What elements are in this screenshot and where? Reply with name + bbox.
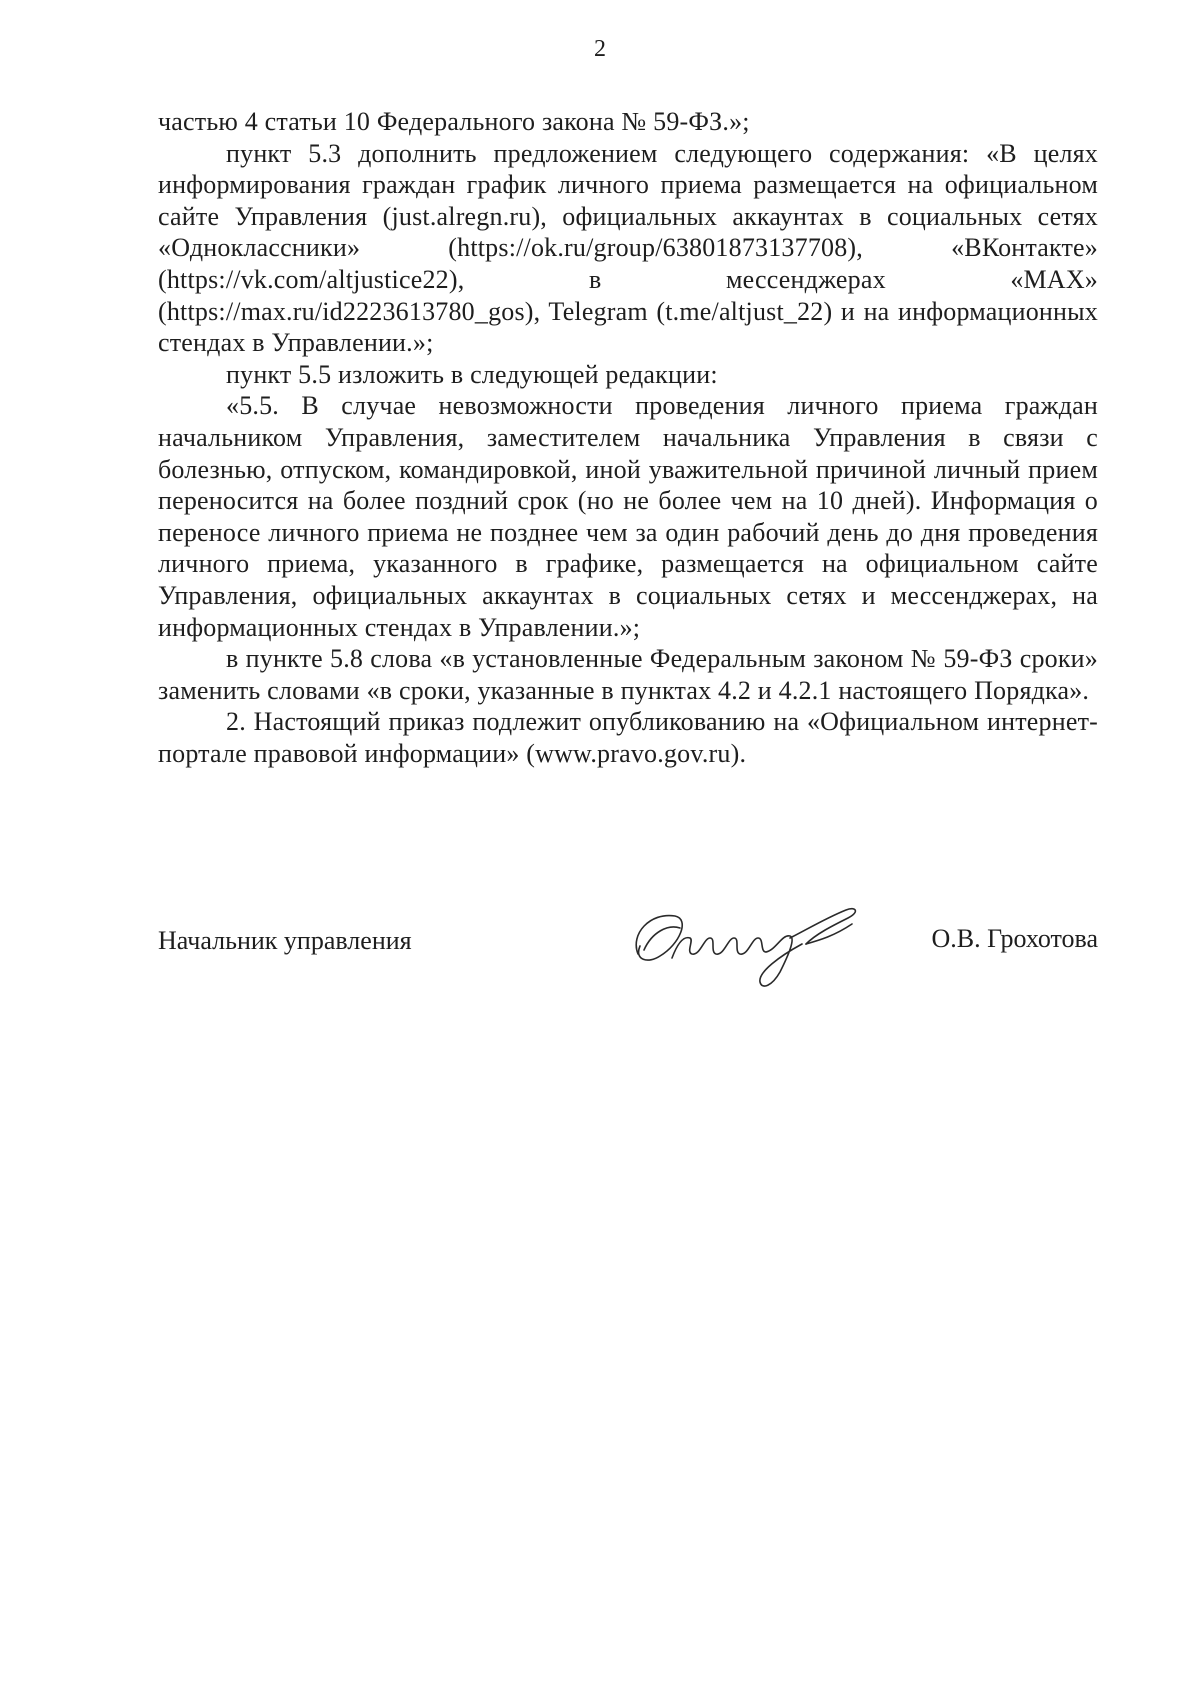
- document-body: [158, 106, 1098, 769]
- paragraph: частью 4 статьи 10 Федерального закона № 59-ФЗ.»;: [158, 107, 750, 136]
- paragraph: 2. Настоящий приказ подлежит опубликованию на «Официальном интернет-портале правовой информации» (www.pravo.gov.ru).: [158, 707, 1098, 768]
- paragraph: «5.5. В случае невозможности проведения личного приема граждан начальником Управления, заместителем начальника Управления в связи с болезнью, отпуском, командировкой, иной уважительной причиной личный прием переносится на более поздний срок (но не более чем на 10 дней). Информация о переносе личного приема не позднее чем за один рабочий день до дня проведения личного приема, указанного в графике, размещается на официальном сайте Управления, официальных аккаунтах в социальных сетях и мессенджерах, на информационных стендах в Управлении.»;: [158, 391, 1098, 642]
- signatory-position: Начальник управления: [158, 926, 412, 955]
- paragraph: в пункте 5.8 слова «в установленные Федеральным законом № 59-ФЗ сроки» заменить словами «в сроки, указанные в пунктах 4.2 и 4.2.1 настоящего Порядка».: [158, 644, 1098, 705]
- signature-block: [158, 902, 1098, 982]
- handwritten-signature: [620, 894, 870, 994]
- paragraph: пункт 5.5 изложить в следующей редакции:: [226, 359, 718, 389]
- signatory-name: О.В. Грохотова: [931, 924, 1098, 953]
- page-number: 2: [594, 36, 606, 62]
- paragraph: пункт 5.3 дополнить предложением следующего содержания: «В целях информирования граждан график личного приема размещается на официальном сайте Управления (just.alregn.ru), официальных аккаунтах в социальных сетях «Одноклассники» (https://ok.ru/group/63801873137708), «ВКонтакте» (https://vk.com/altjustice22), в мессенджерах «MAX» (https://max.ru/id2223613780_gos), Telegram (t.me/altjust_22) и на информационных стендах в Управлении.»;: [158, 138, 1098, 358]
